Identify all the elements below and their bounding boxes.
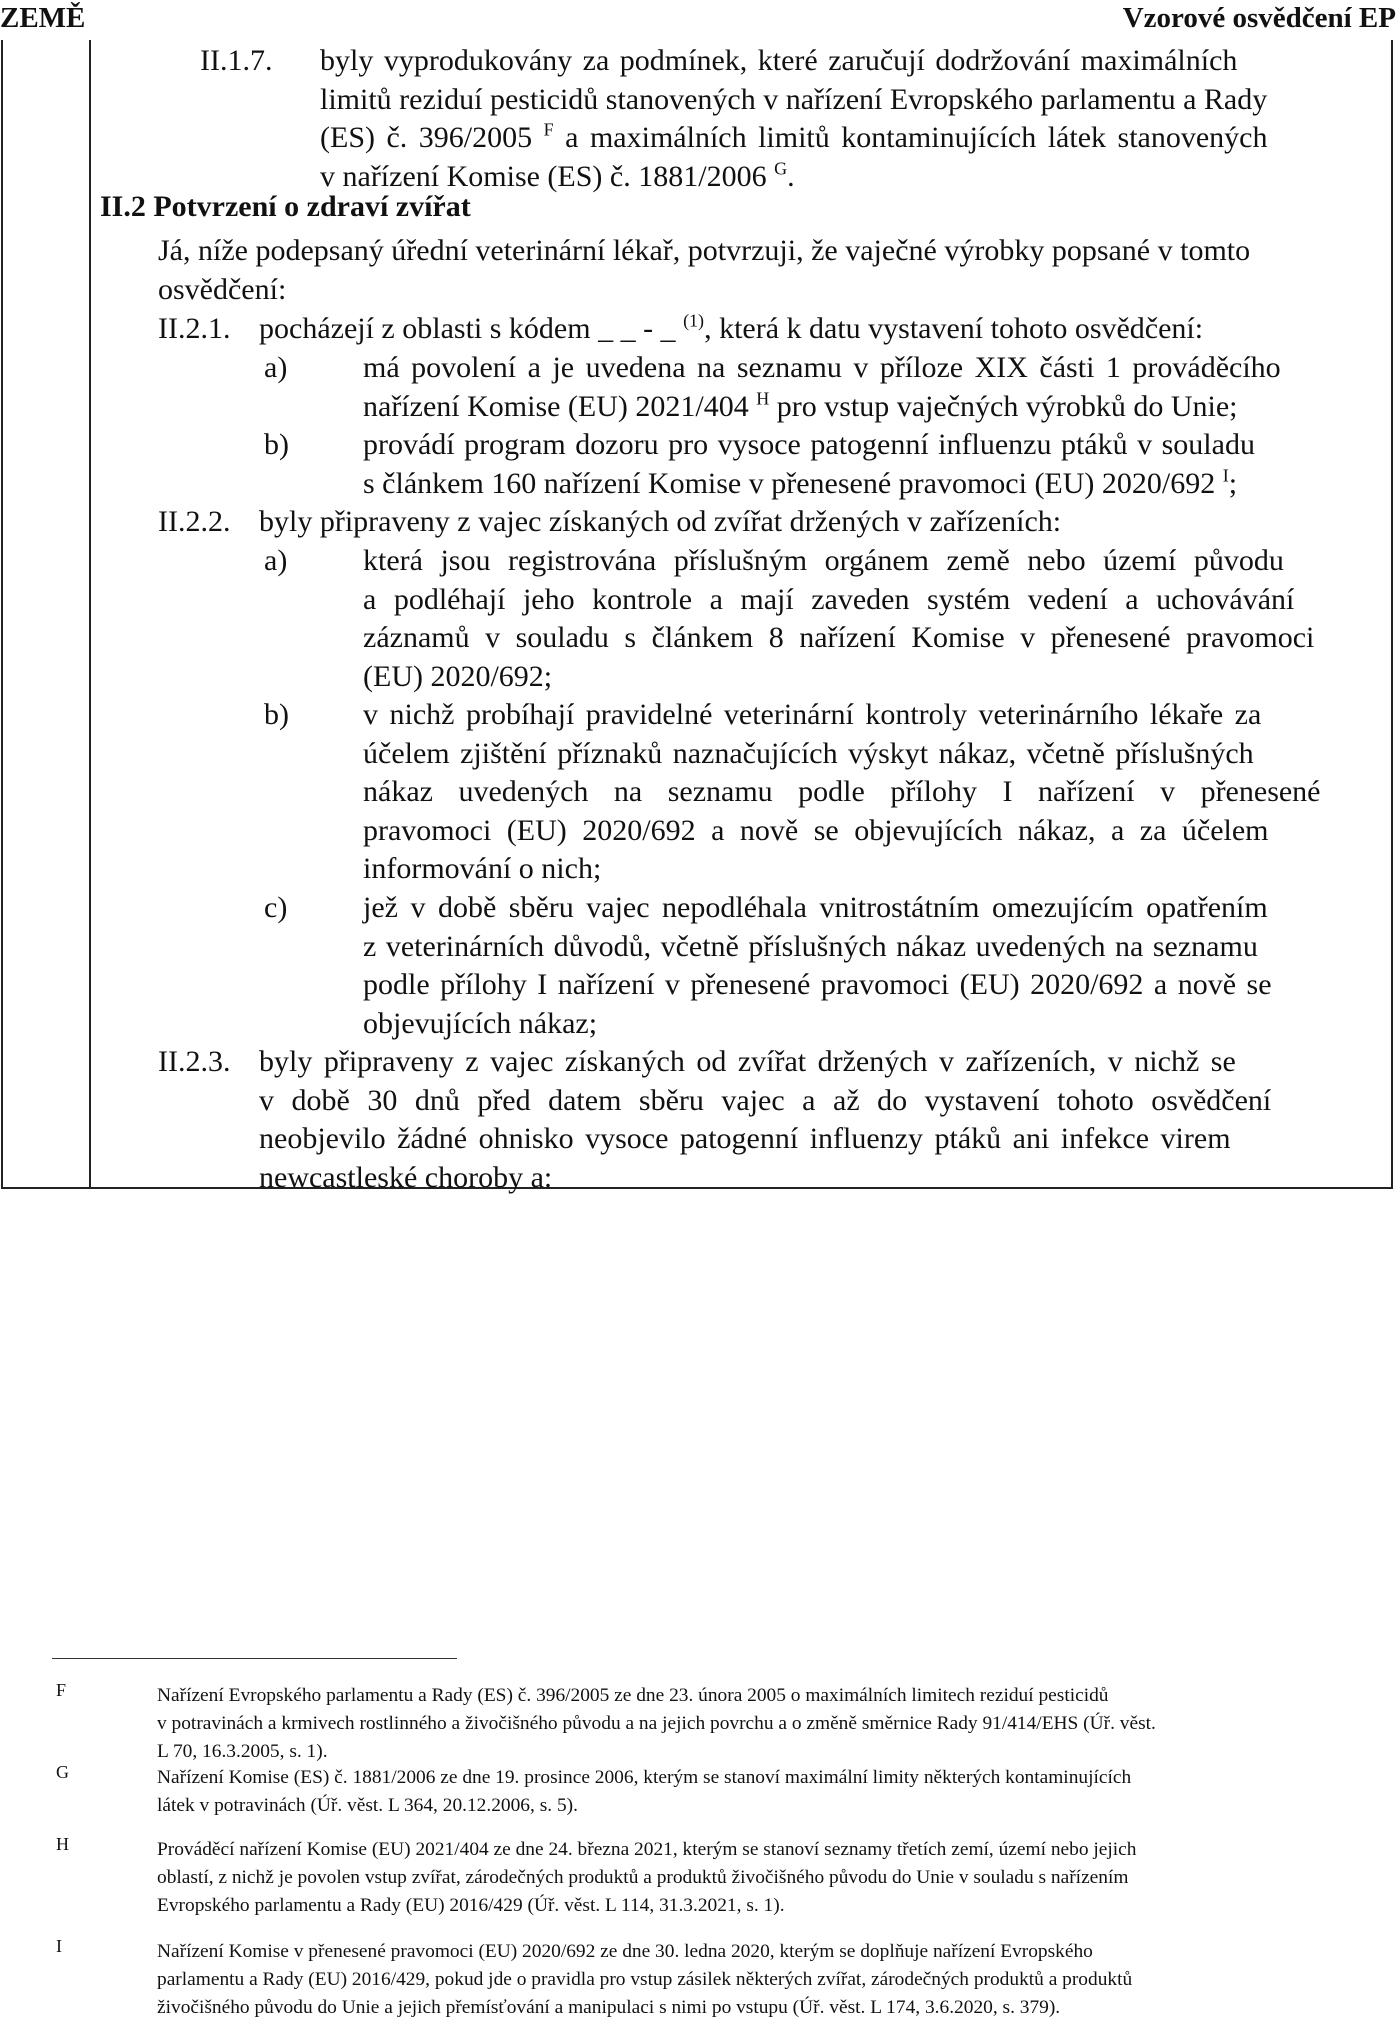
para-ii-2-3 [259, 1043, 1383, 1197]
item-a-text [363, 542, 1383, 696]
line: v době 30 dnů před datem sběru vajec a až do vystavení tohoto osvědčení [259, 1083, 1272, 1117]
item-b-label: b) [264, 698, 289, 731]
line: která jsou registrována příslušným orgánem země nebo území původu [363, 544, 1284, 577]
item-a-label: a) [264, 544, 288, 577]
line: byly připraveny z vajec získaných od zvířat držených v zařízeních: [259, 505, 1062, 538]
footnote-separator [52, 1658, 457, 1659]
footnote-mark-h: H [56, 1834, 69, 1854]
line: osvědčení: [158, 272, 287, 306]
item-b-text [363, 426, 1383, 503]
line: a podléhají jeho kontrole a mají zaveden systém vedení a uchovávání [363, 582, 1295, 616]
para-ii-1-7 [320, 42, 1382, 196]
line: Prováděcí nařízení Komise (EU) 2021/404 ze dne 24. března 2021, kterým se stanoví seznamy třetích zemí, území nebo jejich [157, 1839, 1137, 1860]
line: s článkem 160 nařízení Komise v přenesené pravomoci (EU) 2020/692 $^I$; [363, 464, 1238, 500]
frame-divider [89, 40, 91, 1187]
line: Nařízení Komise v přenesené pravomoci (EU) 2020/692 ze dne 30. ledna 2020, kterým se doplňuje nařízení Evropského [157, 1941, 1093, 1962]
footnote-ref-i: I [1222, 464, 1229, 485]
ref-ii-1-7: II.1.7. [200, 44, 273, 77]
footnote-ref-f: F [543, 119, 554, 140]
line: záznamů v souladu s článkem 8 nařízení Komise v přenesené pravomoci [363, 621, 1315, 654]
ref-ii-2-3: II.2.3. [158, 1045, 231, 1078]
footnote-ref-h: H [756, 387, 770, 408]
line: byly vyprodukovány za podmínek, které zaručují dodržování maximálních [320, 44, 1238, 77]
line: nařízení Komise (EU) 2021/404 $^H$ pro vstup vaječných výrobků do Unie; [363, 387, 1238, 423]
footnote-mark-i: I [56, 1936, 62, 1956]
line: účelem zjištění příznaků naznačujících výskyt nákaz, včetně příslušných [363, 736, 1254, 770]
footnote-f [157, 1682, 1317, 1766]
ref-ii-2-2: II.2.2. [158, 505, 231, 538]
item-a-label: a) [264, 351, 288, 384]
line: (ES) č. 396/2005 $^F$ a maximálních limitů kontaminujících látek stanovených [320, 119, 1268, 154]
line: Evropského parlamentu a Rady (EU) 2016/429 (Úř. věst. L 114, 31.3.2021, s. 1). [157, 1895, 785, 1916]
line: Nařízení Evropského parlamentu a Rady (ES) č. 396/2005 ze dne 23. února 2005 o maximálních limitech reziduí pesticidů [157, 1685, 1109, 1706]
line: limitů reziduí pesticidů stanovených v nařízení Evropského parlamentu a Rady [320, 82, 1268, 116]
line: informování o nich; [363, 852, 602, 885]
line: živočišného původu do Unie a jejich přemísťování a manipulaci s nimi po vstupu (Úř. věst. L 174, 3.6.2020, s. 379). [157, 1997, 1061, 2018]
intro-paragraph [158, 232, 1382, 309]
section-heading-ii-2: II.2 Potvrzení o zdraví zvířat [100, 190, 471, 223]
item-a-text [363, 349, 1383, 426]
footnote-mark-g: G [56, 1762, 69, 1782]
para-ii-2-2 [259, 503, 1383, 542]
line: v nařízení Komise (ES) č. 1881/2006 $^G$. [320, 157, 795, 193]
line: jež v době sběru vajec nepodléhala vnitrostátním omezujícím opatřením [363, 891, 1268, 924]
item-c-text [363, 889, 1383, 1043]
line: Já, níže podepsaný úřední veterinární lékař, potvrzuji, že vaječné výrobky popsané v tomto [158, 234, 1251, 267]
line: (EU) 2020/692; [363, 659, 553, 693]
item-b-label: b) [264, 428, 289, 461]
footnote-g [157, 1764, 1317, 1820]
line: newcastleské choroby a: [259, 1160, 553, 1194]
para-ii-2-1 [259, 310, 1383, 349]
item-c-label: c) [264, 891, 288, 924]
line: L 70, 16.3.2005, s. 1). [157, 1741, 328, 1762]
line: látek v potravinách (Úř. věst. L 364, 20.12.2006, s. 5). [157, 1795, 578, 1816]
line: má povolení a je uvedena na seznamu v příloze XIX části 1 prováděcího [363, 351, 1281, 384]
line: parlamentu a Rady (EU) 2016/429, pokud jde o pravidla pro vstup zásilek některých zvířat, zárodečných produktů a produktů [157, 1969, 1133, 1990]
line: neobjevilo žádné ohnisko vysoce patogenní influenzy ptáků ani infekce virem [259, 1122, 1231, 1155]
line: nákaz uvedených na seznamu podle přílohy I nařízení v přenesené [363, 775, 1321, 808]
line: Nařízení Komise (ES) č. 1881/2006 ze dne 19. prosince 2006, kterým se stanoví maximální limity některých kontaminujících [157, 1767, 1132, 1788]
line: podle přílohy I nařízení v přenesené pravomoci (EU) 2020/692 a nově se [363, 968, 1272, 1001]
line: pravomoci (EU) 2020/692 a nově se objevujících nákaz, a za účelem [363, 813, 1269, 847]
line: z veterinárních důvodů, včetně příslušných nákaz uvedených na seznamu [363, 929, 1258, 963]
line: v nichž probíhají pravidelné veterinární kontroly veterinárního lékaře za [363, 698, 1262, 731]
line: provádí program dozoru pro vysoce patogenní influenzu ptáků v souladu [363, 428, 1255, 461]
line: v potravinách a krmivech rostlinného a živočišného původu a na jejich povrchu a o změně směrnice Rady 91/414/EHS (Úř. věst. [157, 1713, 1156, 1734]
item-b-text [363, 696, 1383, 889]
footnote-i [157, 1938, 1317, 2022]
line: objevujících nákaz; [363, 1006, 598, 1040]
line: pocházejí z oblasti s kódem _ _ - _ $^{(1)}$, která k datu vystavení tohoto osvědčení: [259, 310, 1204, 345]
ref-ii-2-1: II.2.1. [158, 312, 231, 345]
line: byly připraveny z vajec získaných od zvířat držených v zařízeních, v nichž se [259, 1045, 1236, 1078]
header-country: ZEMĚ [0, 2, 86, 34]
footnote-h [157, 1836, 1317, 1920]
header-model-certificate: Vzorové osvědčení EP [1122, 2, 1396, 34]
footnote-mark-f: F [56, 1680, 67, 1700]
footnote-ref-g: G [774, 157, 788, 178]
footnote-ref-1: (1) [683, 310, 705, 331]
line: oblastí, z nichž je povolen vstup zvířat, zárodečných produktů a produktů živočišného původu do Unie v souladu s nařízením [157, 1867, 1129, 1888]
